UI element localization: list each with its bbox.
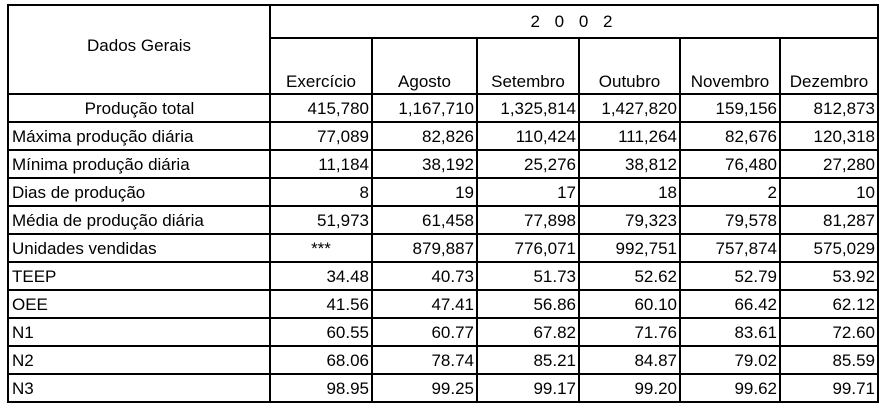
table-cell: 17: [477, 178, 579, 206]
table-row: [8, 178, 878, 206]
table-cell: 51.73: [477, 262, 579, 290]
table-row: [8, 206, 878, 234]
table-cell: 19: [372, 178, 477, 206]
table-cell: 159,156: [680, 94, 780, 122]
table-cell: 879,887: [372, 234, 477, 262]
row-label: N2: [8, 346, 270, 374]
table-cell: 81,287: [780, 206, 878, 234]
table-cell: 99.20: [579, 374, 680, 402]
table-cell: 56.86: [477, 290, 579, 318]
column-header: Novembro: [680, 38, 780, 94]
table-cell: 79,323: [579, 206, 680, 234]
column-header: Agosto: [372, 38, 477, 94]
row-label: OEE: [8, 290, 270, 318]
table-cell: 575,029: [780, 234, 878, 262]
row-label: Máxima produção diária: [8, 122, 270, 150]
table-cell: 61,458: [372, 206, 477, 234]
table-cell: 72.60: [780, 318, 878, 346]
table-cell: 71.76: [579, 318, 680, 346]
table-cell: 757,874: [680, 234, 780, 262]
table-row: [8, 374, 878, 402]
row-label: N3: [8, 374, 270, 402]
table-cell: 51,973: [270, 206, 372, 234]
table-cell: 111,264: [579, 122, 680, 150]
year-header: 2 0 0 2: [270, 5, 878, 38]
table-cell: 82,826: [372, 122, 477, 150]
table-cell: 10: [780, 178, 878, 206]
table-cell: 1,325,814: [477, 94, 579, 122]
table-cell: 34.48: [270, 262, 372, 290]
table-cell: 60.77: [372, 318, 477, 346]
table-cell: 99.71: [780, 374, 878, 402]
table-cell: 83.61: [680, 318, 780, 346]
table-cell: 85.59: [780, 346, 878, 374]
table-cell: 776,071: [477, 234, 579, 262]
column-header: Dezembro: [780, 38, 878, 94]
table-cell: 47.41: [372, 290, 477, 318]
table-row: [8, 346, 878, 374]
table-row: [8, 94, 878, 122]
table-row: [8, 150, 878, 178]
row-label: Unidades vendidas: [8, 234, 270, 262]
table-cell: 76,480: [680, 150, 780, 178]
row-label: Média de produção diária: [8, 206, 270, 234]
table-cell: 1,167,710: [372, 94, 477, 122]
table-cell: 120,318: [780, 122, 878, 150]
production-table: [7, 4, 879, 403]
row-label: TEEP: [8, 262, 270, 290]
table-cell: 78.74: [372, 346, 477, 374]
table-row: [8, 318, 878, 346]
row-label: Dias de produção: [8, 178, 270, 206]
table-cell: 77,898: [477, 206, 579, 234]
table-cell: 99.62: [680, 374, 780, 402]
table-cell: 67.82: [477, 318, 579, 346]
table-cell: 27,280: [780, 150, 878, 178]
table-cell: 52.79: [680, 262, 780, 290]
table-cell: 77,089: [270, 122, 372, 150]
table-cell: 38,192: [372, 150, 477, 178]
column-header: Setembro: [477, 38, 579, 94]
table-cell: 84.87: [579, 346, 680, 374]
table-cell: 8: [270, 178, 372, 206]
table-row: [8, 262, 878, 290]
header-row-year: [8, 5, 878, 38]
table-cell: 41.56: [270, 290, 372, 318]
column-header: Exercício: [270, 38, 372, 94]
table-row: [8, 290, 878, 318]
table-cell: 992,751: [579, 234, 680, 262]
table-cell: 40.73: [372, 262, 477, 290]
table-cell: 2: [680, 178, 780, 206]
table-cell: 18: [579, 178, 680, 206]
table-cell: 99.17: [477, 374, 579, 402]
table-cell: 60.10: [579, 290, 680, 318]
table-cell: 68.06: [270, 346, 372, 374]
table-cell: 66.42: [680, 290, 780, 318]
table-cell: 25,276: [477, 150, 579, 178]
table-row: [8, 122, 878, 150]
table-row: [8, 234, 878, 262]
table-cell: 82,676: [680, 122, 780, 150]
table-cell: 11,184: [270, 150, 372, 178]
row-label: Mínima produção diária: [8, 150, 270, 178]
table-cell: 52.62: [579, 262, 680, 290]
table-cell: 79.02: [680, 346, 780, 374]
row-label: N1: [8, 318, 270, 346]
table-cell: 812,873: [780, 94, 878, 122]
table-cell: 110,424: [477, 122, 579, 150]
table-cell: 38,812: [579, 150, 680, 178]
table-cell: 79,578: [680, 206, 780, 234]
dados-gerais-header: Dados Gerais: [8, 5, 270, 94]
table-cell: 1,427,820: [579, 94, 680, 122]
row-label: Produção total: [8, 94, 270, 122]
column-header: Outubro: [579, 38, 680, 94]
table-cell: 62.12: [780, 290, 878, 318]
table-cell: 85.21: [477, 346, 579, 374]
table-cell: 60.55: [270, 318, 372, 346]
table-cell: 98.95: [270, 374, 372, 402]
table-cell: 99.25: [372, 374, 477, 402]
table-cell: 415,780: [270, 94, 372, 122]
table-cell: ***: [270, 234, 372, 262]
table-cell: 53.92: [780, 262, 878, 290]
